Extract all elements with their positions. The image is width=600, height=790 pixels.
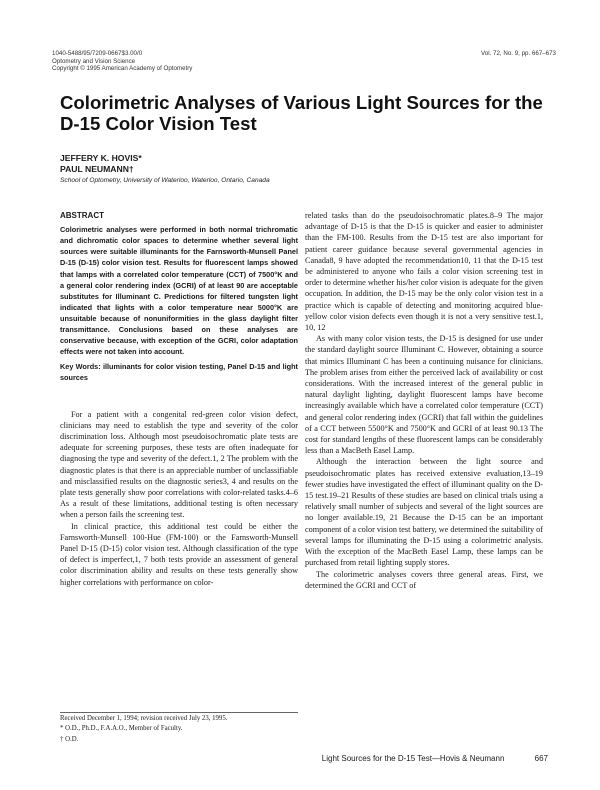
body-paragraph: As with many color vision tests, the D-15 is designed for use under the standard daylight source Illuminant C. However, obtaining a source that mimics Illuminant C has been a continuing nuisance for clinicians. The problem arises from either the perceived lack of availability or cost considerations. With the increased interest of the general public in natural daylight lighting, daylight fluorescent lamps have become increasingly available which have a correlated color temperature (CCT) and general color rendering index (GCRI) that fall within the guidelines of a CCT between 5500°K and 7500°K and GCRI of at least 90.13 The cost for standard lengths of these fluorescent lamps can be considerably less than a MacBeth Easel Lamp. — [305, 334, 543, 456]
header-line: Copyright © 1995 American Academy of Optometry — [52, 65, 193, 73]
footnote: * O.D., Ph.D., F.A.A.O., Member of Faculty. — [60, 725, 183, 733]
header-line: 1040-5488/95/7209-0667$3.00/0 — [52, 50, 143, 57]
author: PAUL NEUMANN† — [60, 164, 134, 174]
author-list — [60, 153, 142, 175]
footnote: † O.D. — [60, 735, 79, 743]
body-paragraph: For a patient with a congenital red-green color vision defect, clinicians may need to establish the type and severity of the color discrimination loss. Although most pseudoisochromatic plate tests are adequate for screening purposes, these tests are often inadequate for diagnosing the type and severity of the defect.1, 2 The problem with the diagnostic plates is that there is an appreciable number of unclassifiable and misclassified results on the diagnostic series3, 4 and results on the plate tests generally show poor correlations with color-related tasks.4–6 As a result of these limitations, additional testing is often necessary when a person fails the screening test. — [60, 409, 298, 520]
footnote: Received December 1, 1994; revision received July 23, 1995. — [60, 715, 228, 722]
body-paragraph: In clinical practice, this additional test could be either the Farnsworth-Munsell 100-Hue (FM-100) or the Farnsworth-Munsell Panel D-15 (D-15) color vision test. Although classification of the type of defect is imperfect,1, 7 both tests provide an assessment of general color discrimination ability and results on these tests generally show higher correlations with performance on color- — [60, 521, 298, 587]
journal-header-right: Vol. 72, No. 9, pp. 667–673 — [481, 50, 556, 57]
running-title: Light Sources for the D-15 Test—Hovis & Neumann — [321, 754, 505, 763]
page-number: 667 — [534, 754, 548, 763]
right-column — [305, 210, 543, 591]
abstract-heading: ABSTRACT — [60, 211, 104, 220]
page-footer — [322, 754, 548, 763]
abstract-text: Colorimetric analyses were performed in both normal trichromatic and dichromatic color spaces to determine whether several light sources were suitable illuminants for the Farnsworth-Munsell Panel D-15 (D-15) color vision test. Results for fluorescent lamps showed that lamps with a correlated color temperature (CCT) of 7500°K and a general color rendering index (GCRI) of at least 90 are acceptable substitutes for Illuminant C. Predictions for filtered tungsten light indicated that lights with a color temperature near 5000°K are unsuitable because of nonuniformities in the glass daylight filter transmittance. Conclusions based on these analyses are conservative because, with exception of the GCRI, color adaptation effects were not taken into account. — [60, 225, 298, 357]
footnotes — [60, 712, 298, 745]
left-column — [60, 210, 298, 588]
body-paragraph: Although the interaction between the light source and pseudoisochromatic plates has received extensive evaluation,13–19 fewer studies have investigated the effect of illuminant quality on the D-15 test.19–21 Results of these studies are based on clinical trials using a relatively small number of subjects and several of the light sources are no longer available.19, 21 Because the D-15 can be an important component of a color vision test battery, we determined the suitability of several lamps for illuminating the D-15 using a colorimetric analysis. With the exception of the MacBeth Easel Lamp, these lamps can be purchased from retail lighting supply stores. — [305, 457, 543, 568]
body-paragraph: related tasks than do the pseudoisochromatic plates.8–9 The major advantage of D-15 is that the D-15 is quicker and easier to administer than the FM-100. Results from the D-15 test are also important for patient career guidance because several governmental agencies in Canada8, 9 have adopted the recommendation10, 11 that the D-15 test be administered to anyone who fails a color vision screening test in order to determine whether his/her color vision is adequate for the given occupation. In addition, the D-15 may be the only color vision test in a practice which is capable of detecting and monitoring acquired blue-yellow color vision defects even though it is not a very sensitive test.1, 10, 12 — [305, 211, 543, 333]
article-title: Colorimetric Analyses of Various Light Sources for the D-15 Color Vision Test — [60, 92, 543, 134]
author: JEFFERY K. HOVIS* — [60, 153, 142, 163]
header-line: Optometry and Vision Science — [52, 57, 136, 65]
keywords: Key Words: illuminants for color vision testing, Panel D-15 and light sources — [60, 362, 298, 383]
body-paragraph: The colorimetric analyses covers three general areas. First, we determined the GCRI and CCT of — [305, 569, 543, 590]
journal-header-left — [52, 50, 192, 73]
affiliation: School of Optometry, University of Waterloo, Waterloo, Ontario, Canada — [60, 177, 270, 184]
